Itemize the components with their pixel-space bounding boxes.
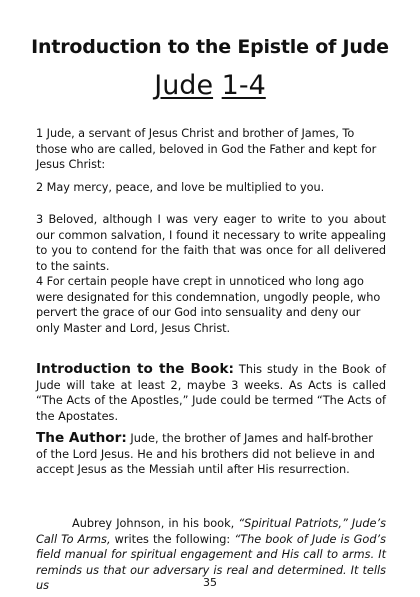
author-paragraph [36, 431, 386, 478]
verse-1: 1 Jude, a servant of Jesus Christ and brother of James, To those who are called, beloved in God the Father and kept for Jesus Christ: [36, 127, 377, 172]
reference-verses: 1-4 [221, 70, 266, 101]
quote-book-title: “Spiritual Patriots,” Jude’s Call To Arms, [36, 517, 386, 546]
reference-book: Jude [154, 70, 214, 101]
author-text: Jude, the brother of James and half-brother of the Lord Jesus. He and his brothers did not believe in and accept Jesus as the Messiah until after His resurrection. [36, 432, 375, 477]
scripture-reference [0, 70, 420, 101]
quote-text: “The book of Jude is God’s field manual for spiritual engagement and His call to arms. It reminds us that our adversary is real and determined. It tells us [36, 532, 386, 593]
quote-lead: Aubrey Johnson, in his book, [72, 517, 239, 530]
page-number: 35 [203, 576, 217, 589]
intro-book-text: This study in the Book of Jude will take at least 2, maybe 3 weeks. As Acts is called “The Acts of the Apostles,” Jude could be termed “The Acts of the Apostates. [36, 363, 386, 423]
verse-3: 3 Beloved, although I was very eager to write to you about our common salvation, I found it necessary to write appealing to you to contend for the faith that was once for all delivered to the saints. [36, 213, 386, 273]
intro-book-heading: Introduction to the Book: [36, 361, 234, 377]
verse-4: 4 For certain people have crept in unnoticed who long ago were designated for this condemnation, ungodly people, who pervert the grace of our God into sensuality and deny our only Master and Lord, Jesus Christ. [36, 275, 381, 335]
quote-mid: writes the following: [110, 532, 235, 546]
page-title: Introduction to the Epistle of Jude [31, 36, 389, 58]
intro-book-paragraph [36, 362, 386, 424]
author-heading: The Author: [36, 430, 127, 446]
verse-2: 2 May mercy, peace, and love be multiplied to you. [36, 181, 325, 194]
